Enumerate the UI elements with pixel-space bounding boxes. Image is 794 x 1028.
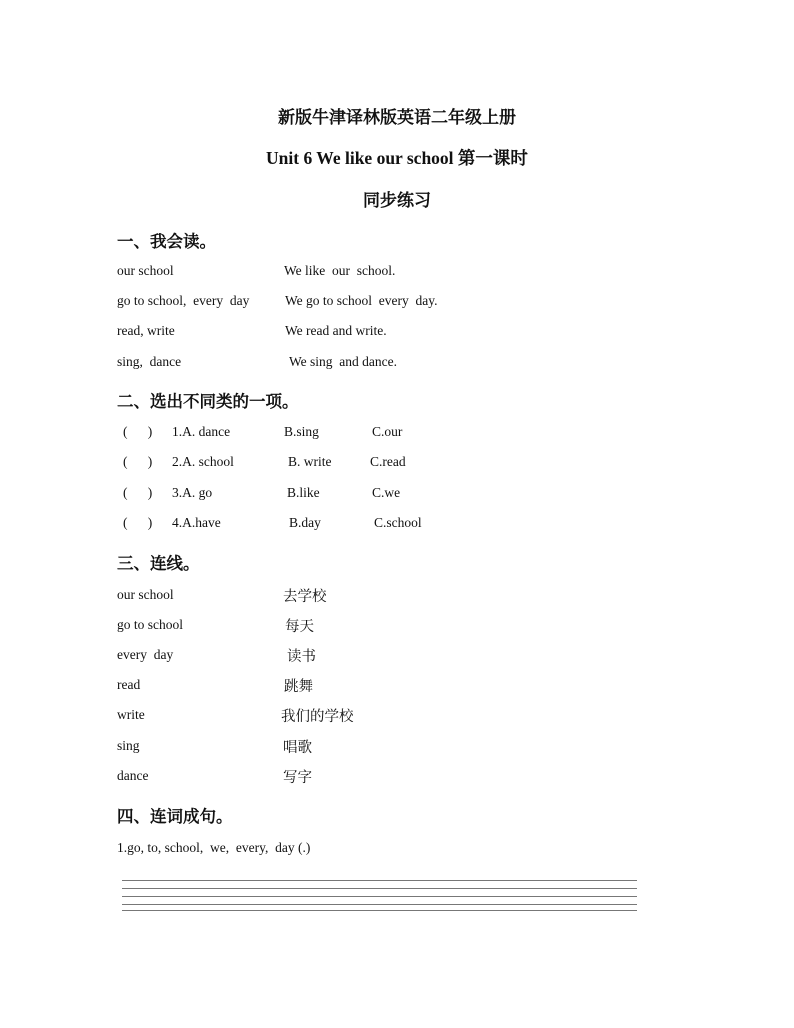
match-english[interactable]: go to school [117,617,183,632]
worksheet-title: 新版牛津译林版英语二年级上册 [278,108,516,127]
read-sentence: We read and write. [285,323,387,338]
answer-bracket[interactable]: ( ) [123,454,153,469]
writing-line [122,896,637,897]
answer-bracket[interactable]: ( ) [123,515,153,530]
option-a: 2.A. school [172,454,234,469]
option-c: C.read [370,454,406,469]
match-english[interactable]: read [117,677,141,692]
match-chinese[interactable]: 写字 [283,770,312,786]
worksheet-subtitle-2: 同步练习 [363,191,431,210]
writing-line [122,888,637,889]
option-c: C.we [372,485,401,500]
read-sentence: We go to school every day. [285,293,438,308]
read-word: read, write [117,323,175,338]
match-english[interactable]: sing [117,738,140,753]
section-2-heading: 二、选出不同类的一项。 [117,392,299,411]
option-a: 4.A.have [172,515,221,530]
option-b: B.day [289,515,321,530]
question-1: 1.go, to, school, we, every, day (.) [117,840,311,855]
writing-line [122,880,637,881]
read-sentence: We like our school. [284,263,396,278]
option-b: B.sing [284,424,319,439]
writing-line [122,910,637,911]
match-english[interactable]: write [117,707,145,722]
section-1-heading: 一、我会读。 [117,232,216,251]
worksheet-subtitle: Unit 6 We like our school 第一课时 [266,148,528,168]
option-a: 1.A. dance [172,424,231,439]
option-b: B. write [288,454,332,469]
match-chinese[interactable]: 每天 [285,619,314,635]
option-c: C.our [372,424,403,439]
option-c: C.school [374,515,422,530]
read-word: go to school, every day [117,293,250,308]
match-chinese[interactable]: 去学校 [283,589,327,605]
option-b: B.like [287,485,320,500]
option-a: 3.A. go [172,485,213,500]
read-word: our school [117,263,174,278]
match-english[interactable]: dance [117,768,149,783]
writing-line [122,904,637,905]
match-chinese[interactable]: 跳舞 [284,679,313,695]
read-sentence: We sing and dance. [289,354,397,369]
match-chinese[interactable]: 我们的学校 [281,709,354,725]
match-english[interactable]: our school [117,587,174,602]
section-3-heading: 三、连线。 [117,554,200,573]
match-english[interactable]: every day [117,647,174,662]
answer-bracket[interactable]: ( ) [123,424,153,439]
answer-bracket[interactable]: ( ) [123,485,153,500]
match-chinese[interactable]: 读书 [287,649,316,665]
section-4-heading: 四、连词成句。 [117,807,233,826]
match-chinese[interactable]: 唱歌 [283,740,312,756]
read-word: sing, dance [117,354,182,369]
